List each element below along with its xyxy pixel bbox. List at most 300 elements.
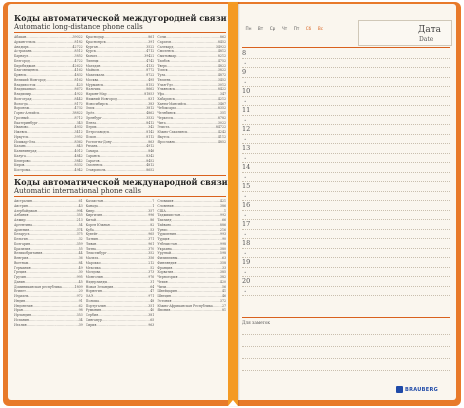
code-row [14,323,83,328]
hour-label: 13 [242,144,251,152]
half-hour-dot: • [244,212,247,218]
place-name: Филиппины [157,256,178,260]
hour-line[interactable] [242,239,450,249]
dial-code: 8662 [146,87,155,92]
place-name: Орёл [85,111,95,115]
hour-line[interactable] [242,106,450,116]
dial-code: 961 [148,241,155,246]
hour-line[interactable] [242,163,450,173]
dial-code: 863 [148,139,155,144]
dial-code: 370 [148,246,155,251]
dial-code: 40 [150,308,155,313]
hour-line[interactable] [242,68,450,78]
leader-dots [96,323,148,328]
dial-code: 4242 [217,130,227,134]
place-name: Ставрополь [85,168,106,172]
place-name: Новая Зеландия [85,284,114,289]
place-name: Липецк [85,58,99,63]
hour-label: 19 [242,258,251,266]
hour-line[interactable] [242,182,450,192]
place-name: Калуга [14,153,26,158]
half-hour-line[interactable] [242,173,450,183]
weekday-Ср[interactable]: Ср [269,26,276,31]
dial-code: 831 [148,96,155,101]
leader-dots [30,168,74,173]
place-name: Салехард [157,44,174,49]
place-name: Курган [85,44,98,49]
domestic-subtitle: Automatic long-distance phone calls [14,23,143,31]
dial-code: 4162 [74,68,83,73]
dial-code: 43 [78,203,83,208]
dial-code: 34 [78,317,83,322]
dial-code: 353 [76,313,83,317]
dial-code: 886 [219,222,227,227]
place-name: Иркутск [14,134,29,139]
weekday-row [244,26,325,31]
dial-code: 372 [219,298,227,303]
place-name: Нарьян-Мар [85,92,107,96]
dial-code: 8362 [74,139,83,144]
dial-code: 357 [148,208,155,213]
place-name: Польша [85,298,99,303]
dial-code: 3522 [146,44,155,49]
place-name: Египет [14,289,26,294]
half-hour-line[interactable] [242,211,450,221]
place-name: Марокко [85,260,101,265]
dial-code: 8442 [74,96,83,101]
place-name: Тверь [157,63,167,68]
place-name: Рязань [85,144,98,149]
half-hour-line[interactable] [242,116,450,126]
dial-code: 212 [148,260,155,265]
dial-code: 3822 [217,68,227,73]
half-hour-line[interactable] [242,59,450,69]
place-name: Улан-Удэ [157,82,173,87]
place-name: США [157,208,166,213]
notes-rule [242,317,450,318]
notes-line[interactable] [242,346,450,347]
dial-code: 385 [219,270,227,275]
place-name: Краснодар [85,35,104,39]
place-name: Владивосток [14,82,36,87]
codes-column [14,35,83,173]
place-name: Черкесск [157,115,174,120]
dial-code: 1809 [74,284,83,289]
dial-code: 381 [148,313,155,317]
dial-code: 4012 [74,149,83,153]
dial-code: 380 [219,246,227,251]
place-name: Ханты-Мансийск [157,101,187,106]
place-name: Великобритания [14,251,43,256]
date-box[interactable] [358,20,452,46]
place-name: ОАЭ [85,294,94,298]
place-name: Монголия [85,275,103,279]
hour-label: 8 [242,49,247,57]
place-name: Ливан [85,241,97,246]
place-name: Нидерланды [85,279,108,284]
dial-code: 213 [76,218,83,222]
place-name: Мурманск [85,82,104,87]
dial-code: 4912 [146,144,155,149]
half-hour-line[interactable] [242,230,450,240]
dial-code: 4822 [217,63,227,68]
dial-code: 33 [221,265,227,270]
place-name: Петрозаводск [85,130,110,134]
schedule-lines[interactable] [242,49,450,296]
place-name: Чебоксары [157,106,176,111]
place-name: Болгария [14,241,31,246]
hour-line[interactable] [242,125,450,135]
dial-code: 4112 [217,134,227,139]
dial-code: 48 [150,298,155,303]
place-name: Китай [85,218,97,222]
place-name: Уругвай [157,251,172,256]
place-name: Владикавказ [14,87,36,92]
dial-code: 421 [219,199,227,203]
dial-code: 8112 [146,134,155,139]
place-name: Литва [85,246,96,251]
header-rule [242,47,450,48]
code-row [86,168,155,173]
codes-column [157,199,226,327]
international-title: Коды автоматической международной связи [14,177,228,187]
dial-code: 598 [219,251,227,256]
place-name: Грузия [14,275,26,279]
dial-code: 8352 [217,106,227,111]
dial-code: 4942 [74,168,83,172]
place-name: Южно-Африканская Республика [157,303,213,308]
brand-mark-icon [396,386,403,393]
place-name: Португалия [85,303,106,308]
dial-code: 54 [78,222,83,227]
international-top-rule [14,175,226,176]
dial-code: 44 [78,251,83,256]
dial-code: 53 [150,227,155,232]
dial-code: 359 [76,241,83,246]
dial-code: 861 [148,35,155,39]
half-hour-dot: • [244,98,247,104]
hour-line[interactable] [242,277,450,287]
half-hour-dot: • [244,155,247,161]
dial-code: 3452 [217,77,227,82]
dial-code: 843 [76,144,83,149]
place-name: Якутск [157,134,170,139]
place-name: Оренбург [85,115,102,120]
place-name: Новосибирск [85,101,108,106]
hour-line[interactable] [242,87,450,97]
dial-code: 8712 [74,115,83,120]
half-hour-line[interactable] [242,287,450,297]
dial-code: 8342 [146,153,155,158]
dial-code: 20 [78,289,83,294]
dial-code: 343 [76,120,83,125]
place-name: Южно-Сахалинск [157,130,188,134]
place-name: Австрия [14,203,28,208]
place-name: Украина [157,246,172,251]
hour-line[interactable] [242,201,450,211]
dial-code: 8412 [146,120,155,125]
dial-code: 4132 [146,63,155,68]
dial-code: 846 [148,149,155,153]
dial-code: 342 [148,125,155,130]
dial-code: 56 [221,284,227,289]
place-name: Япония [157,308,171,313]
place-name: Уфа [157,92,165,96]
dial-code: 82 [150,222,155,227]
weekday-Пт[interactable]: Пт [293,26,300,31]
international-rule [14,196,226,197]
dial-code: 972 [76,294,83,298]
dial-code: 8672 [74,87,83,92]
code-row [14,168,83,173]
place-name: Благовещенск [14,68,39,73]
place-name: Киров [14,163,25,168]
place-name: Иваново [14,125,29,130]
place-name: Австралия [14,199,32,203]
place-name: Румыния [85,308,101,313]
dial-code: 8172 [74,101,83,106]
place-name: Ярославль [157,139,176,144]
place-name: Бразилия [14,246,31,251]
dial-code: 84 [78,260,83,265]
dial-code: 347 [219,92,227,96]
place-name: Тюмень [157,77,171,82]
dial-code: 386 [219,203,227,208]
place-name: Вологда [14,101,28,106]
place-name: Тула [157,73,166,77]
half-hour-dot: • [244,269,247,275]
place-name: Саратов [157,39,172,44]
dial-code: 90 [221,237,227,241]
place-name: Ирландия [14,313,31,317]
place-name: Иран [14,308,23,313]
half-hour-line[interactable] [242,78,450,88]
dial-code: 8772 [146,68,155,73]
weekday-Вс[interactable]: Вс [317,26,324,31]
weekday-Сб[interactable]: Сб [305,26,312,31]
place-name: Индия [14,298,26,303]
dial-code: 81 [221,308,227,313]
dial-code: 98 [78,308,83,313]
half-hour-line[interactable] [242,135,450,145]
dial-code: 8452 [146,158,155,163]
place-name: Нальчик [85,87,101,92]
weekday-Вт[interactable]: Вт [257,26,264,31]
dial-code: 4862 [146,111,155,115]
place-name: Москва [85,77,99,82]
leader-dots [105,168,146,173]
dial-code: 358 [219,260,227,265]
weekday-Чт[interactable]: Чт [281,26,288,31]
dial-code: 4712 [146,49,155,54]
international-subtitle: Automatic international phone calls [14,187,141,195]
half-hour-dot: • [244,288,247,294]
dial-code: 81853 [144,92,155,96]
place-name: Латвия [85,237,98,241]
hour-line[interactable] [242,220,450,230]
dial-code: 8652 [146,168,155,172]
place-name: Франция [157,265,173,270]
dial-code: 3467 [217,101,227,106]
dial-code: 86 [150,218,155,222]
place-name: Швейцария [157,289,177,294]
place-name: Индонезия [14,303,33,308]
place-name: Казань [14,144,26,149]
place-name: Мальта [85,256,99,260]
dial-code: 8182 [74,39,83,44]
place-name: Архангельск [14,39,36,44]
notes-line[interactable] [242,370,450,371]
place-name: Алжир [14,218,26,222]
dial-code: 994 [76,208,83,213]
dial-code: 4732 [74,106,83,111]
brand-logo [396,386,438,393]
domestic-codes-table [14,35,226,173]
dial-code: 91 [78,298,83,303]
place-name: Армения [14,227,30,232]
place-name: Грозный [14,115,29,120]
dial-code: 356 [148,256,155,260]
dial-code: 65 [150,317,155,322]
dial-code: 8512 [74,49,83,54]
dial-code: 423 [76,82,83,87]
place-name: Вьетнам [14,260,29,265]
dial-code: 351 [148,303,155,308]
half-hour-line[interactable] [242,192,450,202]
codes-column [86,199,155,327]
dial-code: 352 [148,251,155,256]
dial-code: 3012 [217,82,227,87]
code-row [157,140,226,145]
code-row [157,308,226,313]
half-hour-line[interactable] [242,97,450,107]
dial-code: 55 [78,246,83,251]
place-name: Пермь [85,125,97,130]
place-name: Челябинск [157,111,176,115]
dial-code: 62 [78,303,83,308]
hour-line[interactable] [242,144,450,154]
place-name: Великий Новгород [14,77,46,82]
dial-code: 495 [148,77,155,82]
hour-line[interactable] [242,258,450,268]
place-name: Израиль [14,294,29,298]
notes-line[interactable] [242,358,450,359]
dial-code: 31 [150,279,155,284]
dial-code: 27 [221,303,227,308]
weekday-Пн[interactable]: Пн [245,26,252,31]
dial-code: 382 [219,275,227,279]
place-name: Кувейт [85,232,98,237]
dial-code: 4842 [74,153,83,158]
dial-code: 8162 [74,77,83,82]
place-name: Чита [157,120,166,125]
place-name: Словения [157,203,174,208]
place-name: Канада [85,203,98,208]
dial-code: 8452 [217,39,227,44]
place-name: Молдова [85,270,101,275]
dial-code: 3532 [146,115,155,120]
domestic-title: Коды автоматической междугородней связи [14,13,227,23]
dial-code: 42622 [72,63,83,68]
half-hour-line[interactable] [242,249,450,259]
dial-code: 4742 [146,58,155,63]
place-name: Анадырь [14,44,29,49]
dial-code: 52 [150,265,155,270]
place-name: Красноярск [85,39,106,44]
place-name: Абакан [14,35,27,39]
place-name: Корея Южная [85,222,110,227]
place-name: Доминиканская республика [14,284,62,289]
domestic-rule [14,32,226,33]
dial-code: 30 [78,270,83,275]
place-name: Волгоград [14,96,32,101]
dial-code: 963 [148,322,155,327]
place-name: Чехия [157,279,168,284]
place-name: Ростов-на-Дону [85,139,112,144]
half-hour-dot: • [244,193,247,199]
place-name: Словакия [157,199,174,203]
dial-code: 3412 [74,130,83,134]
hour-line[interactable] [242,49,450,59]
place-name: Псков [85,134,96,139]
place-name: Воронеж [14,106,30,111]
codes-column [86,35,155,173]
place-name: Кызыл [85,54,97,58]
dial-code: 971 [148,294,155,298]
place-name: Мексика [85,265,101,270]
place-name: Таиланд [157,218,172,222]
place-name: Томск [157,68,168,73]
hour-label: 9 [242,68,247,76]
half-hour-line[interactable] [242,268,450,278]
place-name: Туркмения [157,232,177,237]
dial-code: 4812 [217,49,227,54]
dial-code: 8722 [146,73,155,77]
dial-code: 993 [219,232,227,237]
dial-code: 61 [78,199,83,203]
place-name: Смоленск [85,163,103,168]
hour-label: 11 [242,106,251,114]
half-hour-dot: • [244,174,247,180]
dial-code: 383 [148,101,155,106]
dial-code: 3852 [74,54,83,58]
notes-label: Для заметок [242,320,271,325]
place-name: Эстония [157,298,172,303]
dial-code: 39022 [72,35,83,39]
place-name: Хорватия [157,270,174,275]
dial-code: 3812 [146,106,155,111]
leader-dots [27,323,79,328]
place-name: Тамбов [157,58,170,63]
place-name: Саранск [85,153,100,158]
dial-code: 998 [219,241,227,246]
place-name: Астрахань [14,49,32,54]
leader-dots [170,308,222,313]
dial-code: 976 [148,275,155,279]
place-name: Нижний Новгород [85,96,117,101]
leader-dots [175,140,218,145]
half-hour-line[interactable] [242,154,450,164]
dial-code: 4832 [74,73,83,77]
bookmark-ribbon[interactable] [228,2,238,406]
place-name: Италия [14,322,27,327]
notes-line[interactable] [242,334,450,335]
dial-code: 7 [152,199,155,203]
place-name: Самара [85,149,99,153]
place-name: Саратов [85,158,100,163]
dial-code: 39 [78,322,83,327]
place-name: Ижевск [14,130,28,134]
